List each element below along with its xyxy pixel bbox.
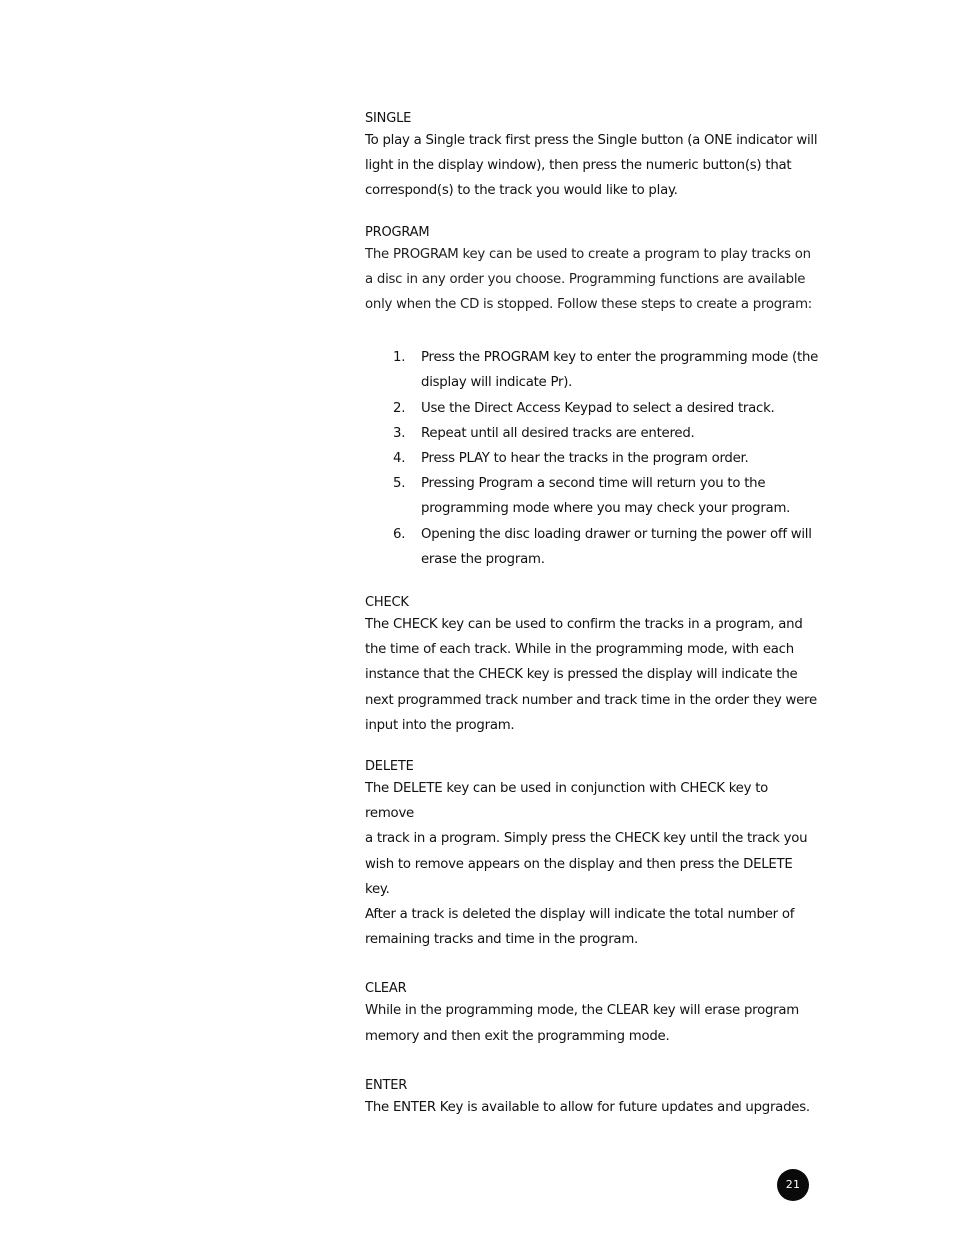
check-line-2: the time of each track. While in the programming mode, with each xyxy=(365,642,794,658)
program-step-3 xyxy=(365,421,820,446)
section-heading-check: CHECK xyxy=(365,595,409,611)
step-text: Opening the disc loading drawer or turning the power off will xyxy=(421,526,812,542)
program-line-1: The PROGRAM key can be used to create a program to play tracks on xyxy=(365,246,811,262)
program-step-6 xyxy=(365,522,820,572)
single-line-1: To play a Single track first press the Single button (a ONE indicator will xyxy=(365,133,818,148)
delete-line-1: The DELETE key can be used in conjunction with CHECK key to remove xyxy=(365,781,769,822)
clear-line-1: While in the programming mode, the CLEAR key will erase program xyxy=(365,1003,799,1019)
step-number: 5. xyxy=(393,476,406,492)
section-single xyxy=(365,110,820,204)
section-heading-enter: ENTER xyxy=(365,1077,408,1093)
program-step-2 xyxy=(365,396,820,421)
section-clear xyxy=(365,980,820,1048)
program-line-3: only when the CD is stopped. Follow these steps to create a program: xyxy=(365,297,813,313)
step-text: Use the Direct Access Keypad to select a desired track. xyxy=(421,400,775,416)
step-number: 6. xyxy=(393,526,406,542)
section-delete xyxy=(365,758,820,952)
program-step-1 xyxy=(365,345,820,395)
section-heading-single: SINGLE xyxy=(365,111,412,126)
section-heading-delete: DELETE xyxy=(365,759,414,775)
check-line-3: instance that the CHECK key is pressed the display will indicate the xyxy=(365,667,798,683)
program-step-5 xyxy=(365,471,820,521)
section-enter xyxy=(365,1077,820,1120)
section-heading-clear: CLEAR xyxy=(365,981,407,997)
step-text: display will indicate Pr). xyxy=(421,375,573,391)
single-line-2: light in the display window), then press the numeric button(s) that xyxy=(365,158,792,174)
step-text: programming mode where you may check your program. xyxy=(421,501,791,517)
single-line-3: correspond(s) to the track you would like to play. xyxy=(365,183,678,199)
step-text: Press the PROGRAM key to enter the programming mode (the xyxy=(421,350,819,366)
step-number: 3. xyxy=(393,425,406,441)
delete-line-5: remaining tracks and time in the program. xyxy=(365,932,639,948)
section-program xyxy=(365,224,820,572)
section-heading-program: PROGRAM xyxy=(365,224,430,240)
step-number: 2. xyxy=(393,400,406,416)
manual-content xyxy=(365,110,820,1120)
program-line-2: a disc in any order you choose. Programming functions are available xyxy=(365,271,806,287)
step-text: Press PLAY to hear the tracks in the program order. xyxy=(421,451,749,467)
program-steps-list xyxy=(365,345,820,572)
step-number: 1. xyxy=(393,350,406,366)
step-text: Pressing Program a second time will return you to the xyxy=(421,476,766,492)
check-line-1: The CHECK key can be used to confirm the tracks in a program, and xyxy=(365,617,803,633)
check-line-5: input into the program. xyxy=(365,717,515,733)
delete-line-4: After a track is deleted the display will indicate the total number of xyxy=(365,907,795,923)
delete-line-3: wish to remove appears on the display and then press the DELETE key. xyxy=(365,856,793,897)
page-number-badge: 21 xyxy=(777,1169,809,1201)
section-check xyxy=(365,594,820,738)
enter-line-1: The ENTER Key is available to allow for future updates and upgrades. xyxy=(365,1099,810,1115)
program-step-4 xyxy=(365,446,820,471)
step-number: 4. xyxy=(393,451,406,467)
clear-line-2: memory and then exit the programming mode. xyxy=(365,1028,670,1044)
check-line-4: next programmed track number and track time in the order they were xyxy=(365,692,817,708)
step-text: Repeat until all desired tracks are entered. xyxy=(421,425,695,441)
step-text: erase the program. xyxy=(421,551,545,567)
delete-line-2: a track in a program. Simply press the CHECK key until the track you xyxy=(365,831,808,847)
